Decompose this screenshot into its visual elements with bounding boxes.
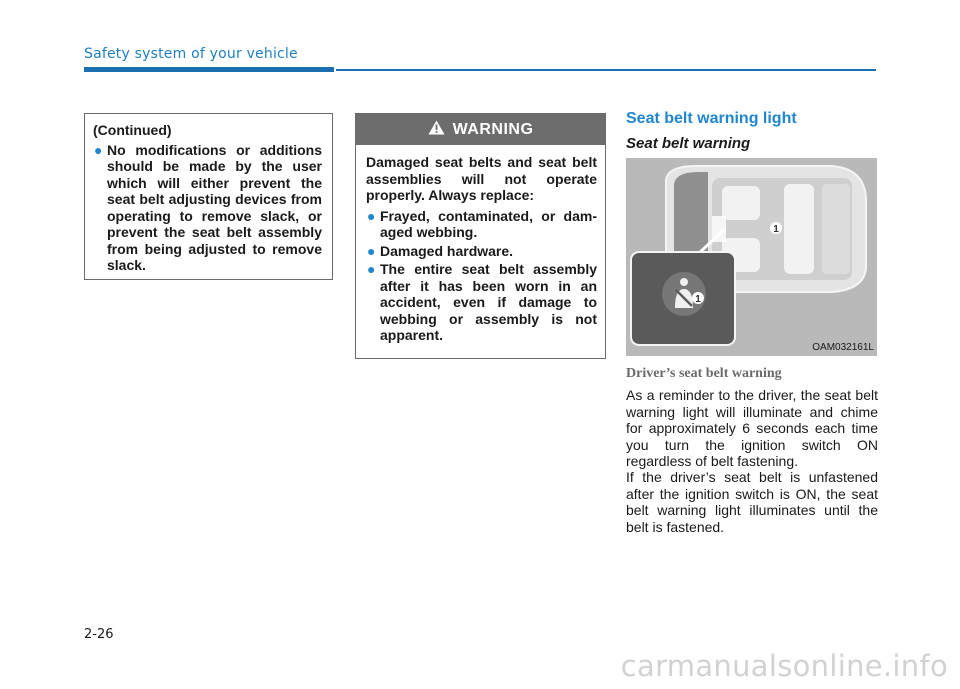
bullet-text: No modifications or additions should be made by the user which will either prevent the seat belt adjusting devices from operating to remove slack, or prevent the seat belt assembly from being adjusted to remove slack.: [107, 141, 322, 273]
continued-box: [84, 113, 333, 280]
body-paragraph: As a reminder to the driver, the seat belt warning light will illuminate and chime for approximately 6 seconds each time you turn the ignition switch ON regardless of belt fastening.: [626, 387, 878, 469]
list-item: [366, 261, 597, 344]
header-rule-thick: [84, 67, 334, 72]
warning-banner: [356, 114, 605, 145]
warning-title: WARNING: [452, 120, 534, 138]
car-top-view-illustration: [626, 158, 877, 356]
bullet-text: Frayed, contaminated, or dam-aged webbing.: [380, 207, 597, 240]
list-item: [93, 142, 322, 274]
bullet-text: The entire seat belt assembly after it has been worn in an accident, even if damage to webbing or assembly is not apparent.: [380, 261, 597, 343]
warning-bullet-list: [366, 208, 597, 344]
watermark: carmanualsonline.info: [620, 649, 948, 683]
warning-intro: Damaged seat belts and seat belt assemblies will not operate properly. Always replace:: [366, 154, 597, 203]
header-rule-thin: [336, 69, 876, 71]
car-interior-figure: [626, 158, 877, 356]
bullet-dot-icon: ●: [367, 242, 376, 259]
drivers-seat-belt-warning-heading: Driver’s seat belt warning: [626, 366, 782, 381]
bullet-dot-icon: ●: [367, 207, 376, 224]
bullet-dot-icon: ●: [367, 261, 376, 277]
warning-box: [355, 113, 606, 359]
continued-bullet-list: [93, 142, 322, 274]
inset-callout-number: 1: [695, 294, 701, 305]
continued-label: (Continued): [93, 122, 172, 138]
page-number: 2-26: [84, 627, 114, 642]
bullet-text: Damaged hardware.: [380, 242, 514, 259]
seat-belt-warning-light-heading: Seat belt warning light: [626, 110, 797, 127]
body-paragraph: If the driver’s seat belt is unfastened after the ignition switch is ON, the seat belt warning light illuminates until the belt is fastened.: [626, 469, 878, 535]
warning-triangle-icon: [428, 120, 445, 140]
warning-body: [356, 145, 605, 354]
list-item: [366, 243, 597, 260]
car-callout-number: 1: [773, 224, 779, 235]
seat-belt-warning-subheading: Seat belt warning: [626, 135, 751, 152]
page-section-title: Safety system of your vehicle: [84, 46, 298, 62]
figure-code: OAM032161L: [812, 342, 874, 353]
bullet-dot-icon: ●: [94, 141, 103, 158]
list-item: [366, 208, 597, 241]
